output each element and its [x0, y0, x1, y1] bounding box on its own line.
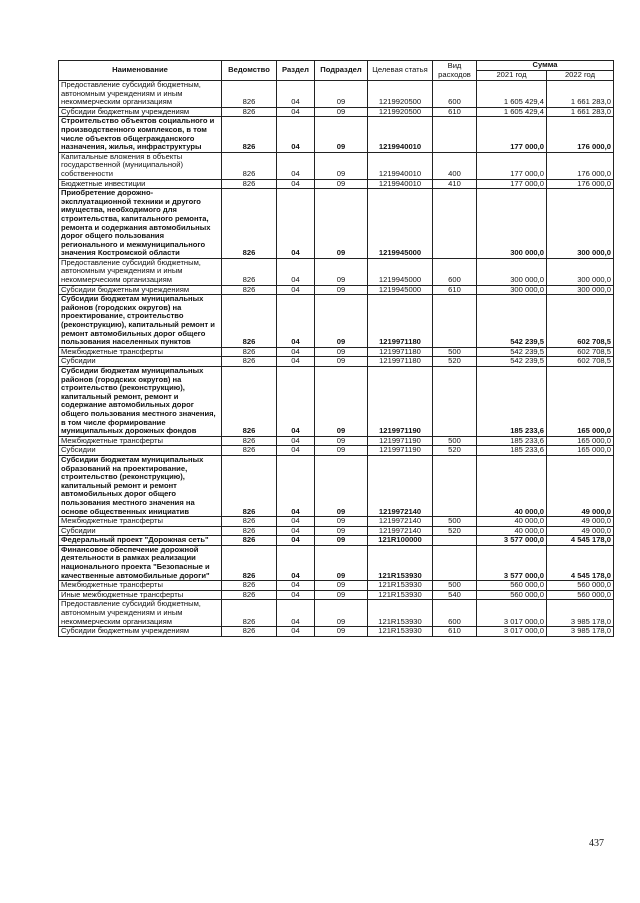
cell-target: 1219971180 [368, 347, 433, 357]
cell-exptype: 400 [433, 152, 477, 179]
cell-target: 121R100000 [368, 536, 433, 546]
cell-sum-2021: 40 000,0 [477, 526, 547, 536]
cell-sum-2022: 602 708,5 [547, 295, 614, 348]
cell-section: 04 [277, 446, 315, 456]
table-row [59, 367, 614, 437]
cell-section: 04 [277, 600, 315, 627]
cell-target: 1219945000 [368, 258, 433, 285]
cell-name: Иные межбюджетные трансферты [59, 590, 222, 600]
cell-sum-2022: 49 000,0 [547, 455, 614, 516]
cell-sum-2021: 542 239,5 [477, 357, 547, 367]
cell-section: 04 [277, 536, 315, 546]
cell-name: Предоставление субсидий бюджетным, автономным учреждениям и иным некоммерческим организациям [59, 600, 222, 627]
cell-name: Бюджетные инвестиции [59, 179, 222, 189]
cell-name: Межбюджетные трансферты [59, 436, 222, 446]
cell-name: Субсидии [59, 446, 222, 456]
cell-subsection: 09 [315, 526, 368, 536]
cell-dept: 826 [222, 357, 277, 367]
cell-name: Капитальные вложения в объекты государственной (муниципальной) собственности [59, 152, 222, 179]
cell-dept: 826 [222, 600, 277, 627]
cell-subsection: 09 [315, 367, 368, 437]
cell-exptype [433, 367, 477, 437]
cell-exptype [433, 545, 477, 580]
cell-dept: 826 [222, 152, 277, 179]
cell-dept: 826 [222, 295, 277, 348]
cell-name: Субсидии бюджетам муниципальных районов (городских округов) на проектирование, строительство (реконструкцию), капитальный ремонт и ремонт автомобильных дорог общего пользования населенных пунктов [59, 295, 222, 348]
cell-dept: 826 [222, 581, 277, 591]
cell-subsection: 09 [315, 545, 368, 580]
cell-sum-2022: 176 000,0 [547, 152, 614, 179]
cell-subsection: 09 [315, 581, 368, 591]
cell-sum-2022: 165 000,0 [547, 367, 614, 437]
cell-subsection: 09 [315, 536, 368, 546]
table-row [59, 295, 614, 348]
cell-exptype: 520 [433, 526, 477, 536]
cell-sum-2022: 4 545 178,0 [547, 545, 614, 580]
cell-exptype: 500 [433, 347, 477, 357]
cell-dept: 826 [222, 117, 277, 152]
page-number: 437 [589, 838, 604, 849]
cell-target: 1219945000 [368, 285, 433, 295]
cell-subsection: 09 [315, 627, 368, 637]
cell-sum-2022: 300 000,0 [547, 258, 614, 285]
table-body [59, 81, 614, 637]
cell-name: Субсидии бюджетам муниципальных образований на проектирование, строительство (реконструкцию), капитальный ремонт и ремонт автомобильных дорог общего пользования местного значения на основе общественных инициатив [59, 455, 222, 516]
cell-sum-2021: 300 000,0 [477, 189, 547, 259]
cell-exptype: 500 [433, 436, 477, 446]
cell-subsection: 09 [315, 152, 368, 179]
cell-sum-2021: 1 605 429,4 [477, 81, 547, 108]
header-year-2022: 2022 год [547, 71, 614, 81]
cell-dept: 826 [222, 627, 277, 637]
cell-exptype: 500 [433, 517, 477, 527]
table-row [59, 189, 614, 259]
cell-target: 1219971190 [368, 367, 433, 437]
cell-dept: 826 [222, 107, 277, 117]
cell-sum-2022: 560 000,0 [547, 581, 614, 591]
cell-section: 04 [277, 179, 315, 189]
cell-name: Межбюджетные трансферты [59, 581, 222, 591]
cell-section: 04 [277, 258, 315, 285]
cell-dept: 826 [222, 446, 277, 456]
header-name: Наименование [59, 61, 222, 81]
cell-target: 1219940010 [368, 179, 433, 189]
cell-section: 04 [277, 367, 315, 437]
cell-dept: 826 [222, 545, 277, 580]
cell-sum-2021: 185 233,6 [477, 367, 547, 437]
cell-dept: 826 [222, 285, 277, 295]
cell-section: 04 [277, 517, 315, 527]
cell-target: 1219971190 [368, 436, 433, 446]
cell-dept: 826 [222, 526, 277, 536]
cell-subsection: 09 [315, 446, 368, 456]
cell-dept: 826 [222, 347, 277, 357]
cell-sum-2021: 560 000,0 [477, 590, 547, 600]
cell-target: 1219920500 [368, 81, 433, 108]
cell-name: Приобретение дорожно-эксплуатационной техники и другого имущества, необходимого для строительства, капитального ремонта, ремонта и содержания автомобильных дорог общего пользования регионального и межмуниципального значения Костромской области [59, 189, 222, 259]
cell-exptype [433, 295, 477, 348]
cell-target: 1219972140 [368, 455, 433, 516]
cell-section: 04 [277, 581, 315, 591]
budget-table [58, 60, 614, 637]
cell-sum-2021: 40 000,0 [477, 517, 547, 527]
cell-section: 04 [277, 347, 315, 357]
cell-section: 04 [277, 590, 315, 600]
cell-name: Субсидии [59, 357, 222, 367]
cell-sum-2022: 165 000,0 [547, 446, 614, 456]
cell-section: 04 [277, 545, 315, 580]
table-row [59, 627, 614, 637]
cell-subsection: 09 [315, 107, 368, 117]
cell-name: Субсидии бюджетам муниципальных районов (городских округов) на строительство (реконструкцию), капитальный ремонт, ремонт и содержание автомобильных дорог общего пользования местного значения, в том числе формирование муниципальных дорожных фондов [59, 367, 222, 437]
cell-sum-2021: 300 000,0 [477, 258, 547, 285]
header-year-2021: 2021 год [477, 71, 547, 81]
cell-subsection: 09 [315, 179, 368, 189]
cell-sum-2022: 49 000,0 [547, 526, 614, 536]
cell-subsection: 09 [315, 357, 368, 367]
cell-exptype: 500 [433, 581, 477, 591]
cell-target: 1219972140 [368, 517, 433, 527]
table-row [59, 446, 614, 456]
header-sum: Сумма [477, 61, 614, 71]
table-row [59, 545, 614, 580]
cell-target: 121R153930 [368, 590, 433, 600]
cell-subsection: 09 [315, 117, 368, 152]
table-header [59, 61, 614, 81]
cell-section: 04 [277, 455, 315, 516]
cell-target: 1219920500 [368, 107, 433, 117]
cell-sum-2022: 3 985 178,0 [547, 627, 614, 637]
cell-name: Межбюджетные трансферты [59, 347, 222, 357]
cell-sum-2021: 177 000,0 [477, 117, 547, 152]
cell-exptype [433, 189, 477, 259]
cell-section: 04 [277, 295, 315, 348]
cell-sum-2022: 165 000,0 [547, 436, 614, 446]
table-row [59, 81, 614, 108]
cell-target: 1219972140 [368, 526, 433, 536]
cell-section: 04 [277, 436, 315, 446]
table-row [59, 581, 614, 591]
table-row [59, 455, 614, 516]
cell-exptype: 610 [433, 285, 477, 295]
cell-name: Субсидии бюджетным учреждениям [59, 107, 222, 117]
cell-section: 04 [277, 107, 315, 117]
cell-sum-2021: 1 605 429,4 [477, 107, 547, 117]
table-row [59, 600, 614, 627]
cell-section: 04 [277, 81, 315, 108]
cell-name: Субсидии бюджетным учреждениям [59, 285, 222, 295]
cell-section: 04 [277, 117, 315, 152]
cell-exptype: 600 [433, 258, 477, 285]
table-row [59, 536, 614, 546]
cell-target: 121R153930 [368, 600, 433, 627]
cell-sum-2021: 560 000,0 [477, 581, 547, 591]
cell-sum-2021: 3 017 000,0 [477, 627, 547, 637]
cell-section: 04 [277, 152, 315, 179]
header-exptype: Вид расходов [433, 61, 477, 81]
cell-name: Предоставление субсидий бюджетным, автономным учреждениям и иным некоммерческим организациям [59, 81, 222, 108]
cell-section: 04 [277, 357, 315, 367]
cell-exptype: 600 [433, 81, 477, 108]
cell-name: Финансовое обеспечение дорожной деятельности в рамках реализации национального проекта "Безопасные и качественные автомобильные дороги" [59, 545, 222, 580]
cell-sum-2021: 185 233,6 [477, 436, 547, 446]
cell-exptype [433, 536, 477, 546]
cell-sum-2021: 300 000,0 [477, 285, 547, 295]
header-target: Целевая статья [368, 61, 433, 81]
cell-dept: 826 [222, 436, 277, 446]
cell-target: 1219940010 [368, 152, 433, 179]
cell-target: 121R153930 [368, 545, 433, 580]
cell-dept: 826 [222, 517, 277, 527]
cell-sum-2022: 1 661 283,0 [547, 81, 614, 108]
cell-sum-2021: 3 577 000,0 [477, 545, 547, 580]
cell-sum-2021: 3 577 000,0 [477, 536, 547, 546]
cell-target: 1219971180 [368, 357, 433, 367]
cell-target: 1219971190 [368, 446, 433, 456]
cell-dept: 826 [222, 258, 277, 285]
cell-sum-2022: 176 000,0 [547, 179, 614, 189]
cell-sum-2022: 49 000,0 [547, 517, 614, 527]
cell-target: 1219945000 [368, 189, 433, 259]
cell-name: Строительство объектов социального и производственного комплексов, в том числе объектов общегражданского назначения, жилья, инфраструктуры [59, 117, 222, 152]
cell-subsection: 09 [315, 285, 368, 295]
cell-sum-2022: 300 000,0 [547, 189, 614, 259]
cell-sum-2021: 185 233,6 [477, 446, 547, 456]
cell-name: Федеральный проект "Дорожная сеть" [59, 536, 222, 546]
cell-subsection: 09 [315, 436, 368, 446]
cell-sum-2021: 542 239,5 [477, 295, 547, 348]
cell-subsection: 09 [315, 295, 368, 348]
cell-dept: 826 [222, 536, 277, 546]
cell-subsection: 09 [315, 81, 368, 108]
cell-sum-2022: 560 000,0 [547, 590, 614, 600]
cell-subsection: 09 [315, 455, 368, 516]
cell-sum-2022: 602 708,5 [547, 357, 614, 367]
cell-target: 121R153930 [368, 581, 433, 591]
cell-name: Субсидии бюджетным учреждениям [59, 627, 222, 637]
cell-exptype [433, 455, 477, 516]
cell-subsection: 09 [315, 258, 368, 285]
table-row [59, 517, 614, 527]
table-row [59, 117, 614, 152]
table-row [59, 152, 614, 179]
cell-section: 04 [277, 285, 315, 295]
cell-subsection: 09 [315, 189, 368, 259]
cell-section: 04 [277, 627, 315, 637]
cell-sum-2021: 542 239,5 [477, 347, 547, 357]
cell-dept: 826 [222, 81, 277, 108]
cell-target: 1219940010 [368, 117, 433, 152]
cell-subsection: 09 [315, 517, 368, 527]
cell-dept: 826 [222, 455, 277, 516]
table-row [59, 258, 614, 285]
cell-sum-2022: 176 000,0 [547, 117, 614, 152]
cell-dept: 826 [222, 189, 277, 259]
cell-sum-2022: 1 661 283,0 [547, 107, 614, 117]
cell-sum-2021: 40 000,0 [477, 455, 547, 516]
cell-sum-2022: 4 545 178,0 [547, 536, 614, 546]
cell-exptype [433, 117, 477, 152]
cell-dept: 826 [222, 590, 277, 600]
cell-target: 121R153930 [368, 627, 433, 637]
cell-sum-2021: 3 017 000,0 [477, 600, 547, 627]
cell-subsection: 09 [315, 347, 368, 357]
cell-dept: 826 [222, 179, 277, 189]
cell-exptype: 610 [433, 627, 477, 637]
cell-section: 04 [277, 189, 315, 259]
cell-sum-2021: 177 000,0 [477, 179, 547, 189]
cell-sum-2022: 3 985 178,0 [547, 600, 614, 627]
cell-subsection: 09 [315, 590, 368, 600]
cell-dept: 826 [222, 367, 277, 437]
header-subsection: Подраздел [315, 61, 368, 81]
cell-name: Субсидии [59, 526, 222, 536]
cell-exptype: 540 [433, 590, 477, 600]
cell-exptype: 610 [433, 107, 477, 117]
cell-exptype: 520 [433, 357, 477, 367]
cell-target: 1219971180 [368, 295, 433, 348]
cell-section: 04 [277, 526, 315, 536]
cell-name: Межбюджетные трансферты [59, 517, 222, 527]
cell-sum-2021: 177 000,0 [477, 152, 547, 179]
cell-subsection: 09 [315, 600, 368, 627]
cell-sum-2022: 602 708,5 [547, 347, 614, 357]
cell-name: Предоставление субсидий бюджетным, автономным учреждениям и иным некоммерческим организациям [59, 258, 222, 285]
cell-exptype: 600 [433, 600, 477, 627]
cell-exptype: 520 [433, 446, 477, 456]
cell-exptype: 410 [433, 179, 477, 189]
budget-table-sheet [58, 60, 613, 637]
header-section: Раздел [277, 61, 315, 81]
cell-sum-2022: 300 000,0 [547, 285, 614, 295]
header-dept: Ведомство [222, 61, 277, 81]
